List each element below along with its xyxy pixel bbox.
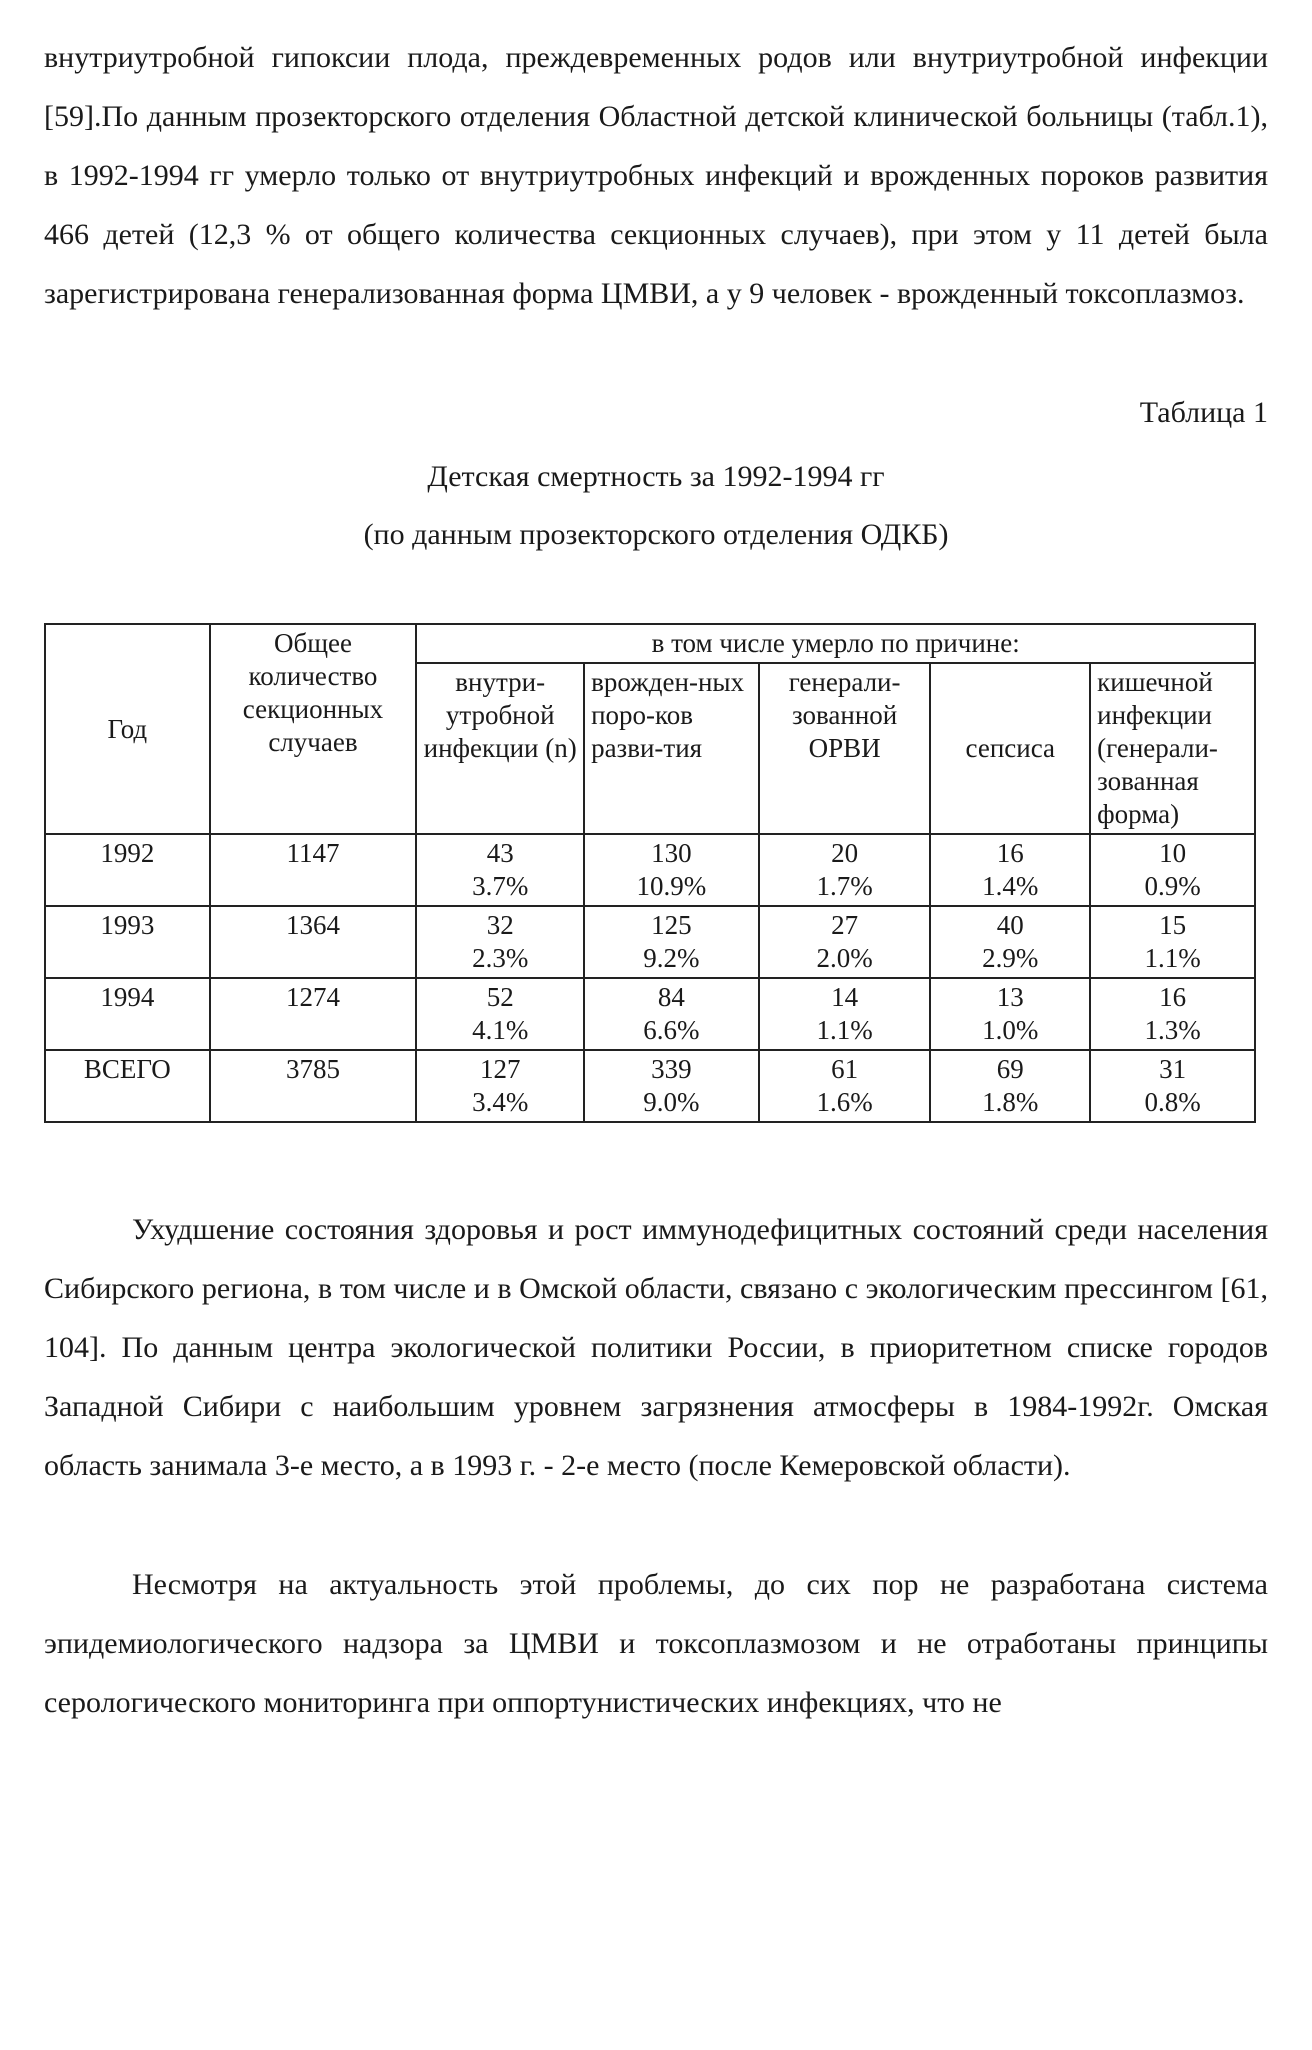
cell-count: 31 [1159,1054,1187,1084]
cell-cause-value [930,978,1090,1050]
cell-percent: 9.2% [643,943,700,973]
cell-percent: 1.1% [816,1015,873,1045]
table-row [45,906,1255,978]
cell-percent: 2.0% [816,943,873,973]
cell-cause-value [416,834,584,906]
cell-count: 125 [651,910,692,940]
header-cause: внутри-утробной инфекции (n) [416,663,584,834]
cell-cause-value [930,1050,1090,1122]
header-year: Год [45,624,210,834]
paragraph-surveillance: Несмотря на актуальность этой проблемы, до сих пор не разработана система эпидемиологического надзора за ЦМВИ и токсоплазмозом и не отработаны принципы серологического мониторинга при оппортунистических инфекциях, что не [44,1568,1268,1719]
cell-count: 339 [651,1054,692,1084]
cell-count: 16 [1159,982,1187,1012]
cell-percent: 6.6% [643,1015,700,1045]
table-row [45,978,1255,1050]
cell-count: 20 [831,838,859,868]
cell-cause-value [1090,978,1255,1050]
header-total: Общее количество секционных случаев [210,624,417,834]
header-cause: врожден-ных поро-ков разви-тия [584,663,759,834]
cell-count: 130 [651,838,692,868]
cell-count: 61 [831,1054,859,1084]
cell-cause-value [759,906,931,978]
cell-percent: 3.4% [472,1087,529,1117]
mortality-table [44,623,1256,1123]
cell-percent: 1.3% [1144,1015,1201,1045]
cell-percent: 0.8% [1144,1087,1201,1117]
cell-cause-value [759,978,931,1050]
cell-percent: 10.9% [636,871,707,901]
cell-cause-value [930,834,1090,906]
table-row [45,1050,1255,1122]
cell-cause-value [759,834,931,906]
cell-count: 32 [486,910,514,940]
cell-total: 1147 [210,834,417,906]
table-header-row [45,624,1255,663]
cell-percent: 0.9% [1144,871,1201,901]
cell-count: 84 [657,982,685,1012]
cell-count: 10 [1159,838,1187,868]
cell-cause-value [584,834,759,906]
cell-year: ВСЕГО [45,1050,210,1122]
cell-percent: 2.3% [472,943,529,973]
table-caption-title: Детская смертность за 1992-1994 гг [427,460,885,493]
cell-total: 1274 [210,978,417,1050]
cell-total: 1364 [210,906,417,978]
cell-year: 1992 [45,834,210,906]
cell-cause-value [759,1050,931,1122]
cell-percent: 9.0% [643,1087,700,1117]
header-causes-group: в том числе умерло по причине: [416,624,1255,663]
cell-cause-value [1090,1050,1255,1122]
cell-count: 127 [479,1054,521,1084]
cell-count: 40 [996,910,1024,940]
table-caption-source: (по данным прозекторского отделения ОДКБ) [363,518,949,551]
cell-percent: 1.0% [982,1015,1039,1045]
cell-percent: 1.1% [1144,943,1201,973]
cell-count: 52 [486,982,514,1012]
cell-cause-value [416,1050,584,1122]
cell-cause-value [1090,834,1255,906]
cell-cause-value [584,906,759,978]
cell-cause-value [584,1050,759,1122]
cell-cause-value [1090,906,1255,978]
table-row [45,834,1255,906]
cell-count: 14 [831,982,859,1012]
header-cause: генерали-зованной ОРВИ [759,663,931,834]
cell-count: 43 [486,838,514,868]
cell-percent: 4.1% [472,1015,529,1045]
cell-percent: 1.8% [982,1087,1039,1117]
cell-percent: 1.6% [816,1087,873,1117]
cell-count: 69 [996,1054,1024,1084]
cell-cause-value [930,906,1090,978]
cell-count: 15 [1159,910,1187,940]
cell-percent: 1.7% [816,871,873,901]
cell-year: 1993 [45,906,210,978]
cell-percent: 2.9% [982,943,1039,973]
cell-cause-value [416,906,584,978]
table-label: Таблица 1 [1139,396,1268,429]
cell-total: 3785 [210,1050,417,1122]
header-cause: кишечной инфекции (генерали-зованная форма) [1090,663,1255,834]
cell-percent: 3.7% [472,871,529,901]
header-cause: сепсиса [930,663,1090,834]
cell-cause-value [584,978,759,1050]
cell-cause-value [416,978,584,1050]
cell-count: 27 [831,910,859,940]
cell-count: 16 [996,838,1024,868]
paragraph-intro: внутриутробной гипоксии плода, преждевременных родов или внутриутробной инфекции [59].По данным прозекторского отделения Областной детской клинической больницы (табл.1), в 1992-1994 гг умерло только от внутриутробных инфекций и врожденных пороков развития 466 детей (12,3 % от общего количества секционных случаев), при этом у 11 детей была зарегистрирована генерализованная форма ЦМВИ, а у 9 человек - врожденный токсоплазмоз. [44,41,1268,310]
cell-count: 13 [996,982,1024,1012]
cell-percent: 1.4% [982,871,1039,901]
cell-year: 1994 [45,978,210,1050]
paragraph-ecology: Ухудшение состояния здоровья и рост иммунодефицитных состояний среди населения Сибирского региона, в том числе и в Омской области, связано с экологическим прессингом [61, 104]. По данным центра экологической политики России, в приоритетном списке городов Западной Сибири с наибольшим уровнем загрязнения атмосферы в 1984-1992г. Омская область занимала 3-е место, а в 1993 г. - 2-е место (после Кемеровской области). [44,1213,1268,1482]
